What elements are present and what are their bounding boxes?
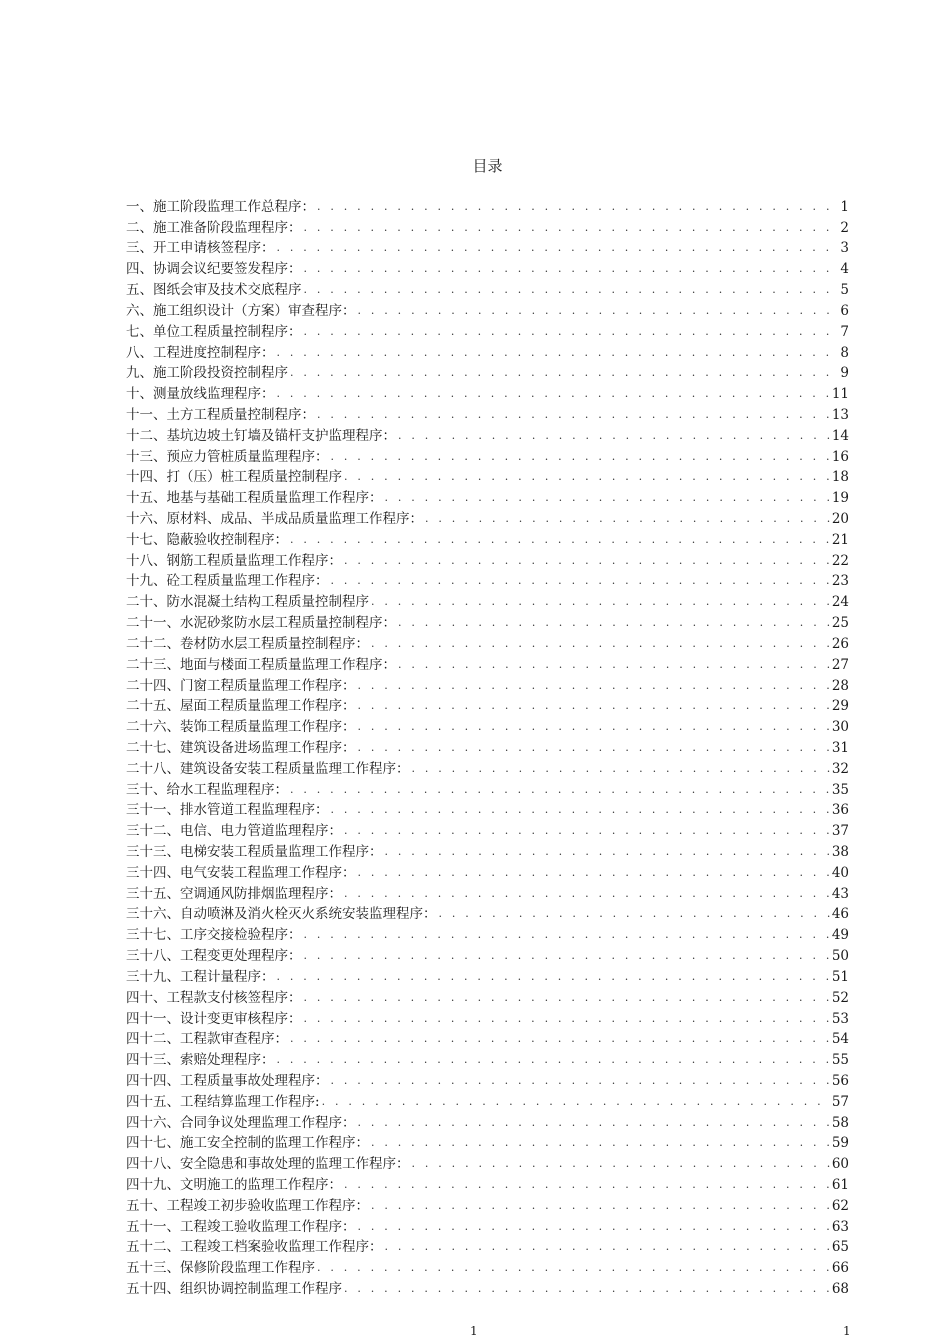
toc-leader-dots — [385, 488, 830, 508]
toc-entry-page: 53 — [831, 1010, 849, 1027]
toc-leader-dots — [304, 946, 830, 966]
toc-entry-page: 29 — [831, 698, 849, 715]
toc-entry-label: 十五、地基与基础工程质量监理工作程序： — [126, 490, 383, 507]
toc-entry-label: 二十八、建筑设备安装工程质量监理工作程序： — [126, 760, 410, 777]
toc-entry-label: 二十五、屋面工程质量监理工作程序： — [126, 698, 356, 715]
toc-leader-dots — [385, 842, 830, 862]
toc-leader-dots — [344, 884, 830, 904]
toc-entry[interactable] — [126, 1091, 849, 1112]
toc-entry-label: 二十四、门窗工程质量监理工作程序： — [126, 677, 356, 694]
toc-entry[interactable] — [126, 654, 849, 675]
toc-entry[interactable] — [126, 696, 849, 717]
toc-entry-label: 十八、钢筋工程质量监理工作程序： — [126, 552, 342, 569]
toc-entry-page: 9 — [840, 365, 849, 382]
toc-title: 目录 — [472, 157, 503, 175]
toc-entry-page: 1 — [840, 198, 849, 215]
toc-entry[interactable] — [126, 820, 849, 841]
toc-entry[interactable] — [126, 862, 849, 883]
toc-leader-dots — [371, 1196, 830, 1216]
toc-entry[interactable] — [126, 1278, 849, 1299]
toc-entry[interactable] — [126, 279, 849, 300]
toc-entry-label: 五十三、保修阶段监理工作程序 — [126, 1260, 315, 1277]
toc-entry[interactable] — [126, 675, 849, 696]
toc-entry-page: 54 — [831, 1031, 849, 1048]
toc-entry-label: 四十七、施工安全控制的监理工作程序： — [126, 1135, 369, 1152]
toc-entry-page: 19 — [831, 490, 849, 507]
toc-entry[interactable] — [126, 1195, 849, 1216]
toc-entry[interactable] — [126, 924, 849, 945]
toc-entry-page: 16 — [831, 448, 849, 465]
toc-entry[interactable] — [126, 945, 849, 966]
toc-entry[interactable] — [126, 1029, 849, 1050]
toc-leader-dots — [371, 592, 830, 612]
toc-leader-dots — [331, 1071, 830, 1091]
toc-entry-page: 3 — [840, 240, 849, 257]
toc-entry[interactable] — [126, 1133, 849, 1154]
toc-entry-page: 20 — [831, 511, 849, 527]
toc-leader-dots — [304, 1009, 830, 1029]
toc-entry-page: 32 — [831, 760, 849, 777]
toc-entry-label: 五十二、工程竣工档案验收监理工作程序： — [126, 1239, 383, 1256]
toc-entry-page: 22 — [831, 552, 849, 569]
toc-leader-dots — [290, 530, 830, 550]
toc-entry-page: 25 — [831, 615, 849, 632]
toc-entry-page: 7 — [840, 323, 849, 340]
toc-entry-page: 24 — [831, 594, 849, 611]
toc-entry[interactable] — [126, 633, 849, 654]
toc-entry[interactable] — [126, 383, 849, 404]
toc-leader-dots — [412, 759, 830, 779]
toc-entry-page: 31 — [831, 739, 849, 756]
toc-entry-label: 十四、打（压）桩工程质量控制程序 — [126, 469, 342, 486]
toc-leader-dots — [277, 238, 839, 258]
toc-entry-label: 十六、原材料、成品、半成品质量监理工作程序： — [126, 511, 423, 527]
page-number-right: 1 — [843, 1324, 851, 1338]
toc-leader-dots — [304, 259, 839, 279]
toc-entry[interactable] — [126, 258, 849, 279]
toc-leader-dots — [439, 904, 830, 924]
toc-entry-page: 61 — [831, 1177, 849, 1193]
toc-entry[interactable] — [126, 758, 849, 779]
toc-entry-page: 26 — [831, 635, 849, 652]
toc-entry-label: 二十六、装饰工程质量监理工作程序： — [126, 719, 356, 736]
toc-leader-dots — [371, 1133, 830, 1153]
toc-entry[interactable] — [126, 716, 849, 737]
toc-entry-label: 十七、隐蔽验收控制程序： — [126, 531, 288, 548]
toc-entry[interactable] — [126, 1153, 849, 1174]
toc-leader-dots — [331, 571, 830, 591]
toc-entry-page: 21 — [831, 531, 849, 548]
toc-entry-page: 52 — [831, 989, 849, 1006]
toc-leader-dots — [358, 696, 830, 716]
toc-leader-dots — [290, 1029, 830, 1049]
toc-entry-label: 二十七、建筑设备进场监理工作程序： — [126, 739, 356, 756]
toc-entry[interactable] — [126, 425, 849, 446]
toc-entry[interactable] — [126, 487, 849, 508]
toc-leader-dots — [398, 613, 830, 633]
toc-entry[interactable] — [126, 904, 849, 925]
toc-leader-dots — [344, 467, 830, 487]
toc-entry-label: 十九、砼工程质量监理工作程序： — [126, 573, 329, 590]
toc-leader-dots — [344, 1175, 830, 1195]
toc-leader-dots — [290, 363, 838, 383]
toc-entry-label: 三十七、工序交接检验程序： — [126, 927, 302, 944]
toc-entry-label: 四十、工程款支付核签程序： — [126, 989, 302, 1006]
toc-entry-label: 三十四、电气安装工程监理工作程序： — [126, 864, 356, 881]
toc-entry-label: 四十八、安全隐患和事故处理的监理工作程序： — [126, 1156, 410, 1173]
toc-entry-label: 四、协调会议纪要签发程序： — [126, 261, 302, 278]
toc-entry-label: 八、工程进度控制程序： — [126, 344, 275, 361]
toc-entry-label: 四十一、设计变更审核程序： — [126, 1010, 302, 1027]
toc-leader-dots — [331, 800, 830, 820]
toc-entry-label: 四十五、工程结算监理工作程序: — [126, 1093, 320, 1110]
toc-leader-dots — [358, 676, 830, 696]
toc-entry[interactable] — [126, 404, 849, 425]
toc-entry-page: 18 — [831, 469, 849, 486]
toc-entry-page: 65 — [831, 1239, 849, 1256]
toc-leader-dots — [277, 967, 830, 987]
toc-entry-label: 四十二、工程款审查程序： — [126, 1031, 288, 1048]
toc-entry[interactable] — [126, 363, 849, 384]
toc-entry-page: 60 — [831, 1156, 849, 1173]
toc-entry[interactable] — [126, 508, 849, 529]
toc-leader-dots — [371, 634, 830, 654]
toc-entry[interactable] — [126, 196, 849, 217]
toc-entry-page: 63 — [831, 1218, 849, 1235]
toc-leader-dots — [322, 1092, 830, 1112]
toc-entry-page: 14 — [831, 427, 849, 444]
toc-leader-dots — [277, 343, 839, 363]
toc-entry-page: 6 — [840, 302, 849, 319]
toc-entry-label: 四十九、文明施工的监理工作程序： — [126, 1177, 342, 1193]
toc-entry-page: 49 — [831, 927, 849, 944]
toc-entry-page: 55 — [831, 1052, 849, 1069]
toc-leader-dots — [277, 1050, 830, 1070]
toc-entry-page: 56 — [831, 1072, 849, 1089]
toc-entry-label: 三十、给水工程监理程序： — [126, 781, 288, 798]
toc-entry-label: 三十八、工程变更处理程序： — [126, 948, 302, 965]
toc-leader-dots — [304, 280, 839, 300]
toc-entry[interactable] — [126, 571, 849, 592]
toc-entry[interactable] — [126, 779, 849, 800]
toc-entry-page: 13 — [831, 406, 849, 423]
toc-entry-page: 58 — [831, 1114, 849, 1131]
toc-entry[interactable] — [126, 1008, 849, 1029]
toc-entry-page: 35 — [831, 781, 849, 798]
toc-leader-dots — [398, 655, 830, 675]
toc-entry-label: 十一、土方工程质量控制程序： — [126, 406, 315, 423]
toc-entry-page: 37 — [831, 823, 849, 840]
toc-leader-dots — [304, 218, 839, 238]
toc-entry-page: 28 — [831, 677, 849, 694]
toc-entry-label: 五十、工程竣工初步验收监理工作程序： — [126, 1197, 369, 1214]
toc-leader-dots — [412, 1154, 830, 1174]
toc-entry-label: 十三、预应力管桩质量监理程序： — [126, 448, 329, 465]
toc-entry[interactable] — [126, 966, 849, 987]
toc-entry-page: 27 — [831, 656, 849, 673]
toc-entry-label: 四十六、合同争议处理监理工作程序： — [126, 1114, 356, 1131]
toc-leader-dots — [317, 1258, 830, 1278]
toc-entry-page: 2 — [840, 219, 849, 236]
toc-entry-label: 三十五、空调通风防排烟监理程序： — [126, 885, 342, 902]
toc-entry[interactable] — [126, 800, 849, 821]
toc-entry[interactable] — [126, 529, 849, 550]
toc-entry-label: 五、图纸会审及技术交底程序 — [126, 282, 302, 299]
toc-leader-dots — [358, 301, 839, 321]
table-of-contents — [126, 196, 849, 1299]
toc-entry-page: 59 — [831, 1135, 849, 1152]
toc-entry[interactable] — [126, 550, 849, 571]
toc-entry-page: 40 — [831, 864, 849, 881]
toc-entry-page: 11 — [831, 386, 849, 403]
toc-entry[interactable] — [126, 737, 849, 758]
toc-entry-label: 二十、防水混凝土结构工程质量控制程序 — [126, 594, 369, 611]
toc-leader-dots — [425, 509, 830, 529]
toc-entry-label: 二、施工准备阶段监理程序： — [126, 219, 302, 236]
toc-entry-label: 四十四、工程质量事故处理程序： — [126, 1072, 329, 1089]
toc-entry-label: 三十二、电信、电力管道监理程序： — [126, 823, 342, 840]
toc-entry[interactable] — [126, 841, 849, 862]
toc-entry-label: 四十三、索赔处理程序： — [126, 1052, 275, 1069]
toc-entry-label: 二十三、地面与楼面工程质量监理工作程序： — [126, 656, 396, 673]
toc-entry[interactable] — [126, 1174, 849, 1195]
toc-entry-page: 46 — [831, 906, 849, 923]
toc-entry-label: 二十二、卷材防水层工程质量控制程序： — [126, 635, 369, 652]
toc-entry[interactable] — [126, 883, 849, 904]
toc-leader-dots — [304, 322, 839, 342]
toc-entry-page: 57 — [831, 1093, 849, 1110]
toc-leader-dots — [358, 863, 830, 883]
toc-entry-page: 50 — [831, 948, 849, 965]
toc-leader-dots — [317, 197, 838, 217]
toc-entry[interactable] — [126, 238, 849, 259]
toc-entry[interactable] — [126, 446, 849, 467]
toc-entry[interactable] — [126, 300, 849, 321]
toc-entry-page: 51 — [831, 968, 849, 985]
toc-leader-dots — [290, 780, 830, 800]
toc-entry[interactable] — [126, 1112, 849, 1133]
toc-leader-dots — [331, 447, 830, 467]
toc-entry[interactable] — [126, 1070, 849, 1091]
toc-entry-page: 36 — [831, 802, 849, 819]
toc-entry[interactable] — [126, 321, 849, 342]
toc-entry[interactable] — [126, 1049, 849, 1070]
toc-entry-label: 三十一、排水管道工程监理程序： — [126, 802, 329, 819]
toc-entry-label: 九、施工阶段投资控制程序 — [126, 365, 288, 382]
toc-entry-label: 六、施工组织设计（方案）审查程序： — [126, 302, 356, 319]
toc-leader-dots — [277, 384, 830, 404]
toc-entry-label: 三十三、电梯安装工程质量监理工作程序： — [126, 844, 383, 860]
toc-leader-dots — [358, 1217, 830, 1237]
toc-entry-page: 38 — [831, 844, 849, 860]
toc-entry-label: 十二、基坑边坡土钉墙及锚杆支护监理程序： — [126, 427, 396, 444]
page-number-center: 1 — [470, 1324, 478, 1338]
toc-entry[interactable] — [126, 591, 849, 612]
toc-entry-page: 30 — [831, 719, 849, 736]
toc-entry[interactable] — [126, 467, 849, 488]
toc-leader-dots — [344, 551, 830, 571]
toc-entry-page: 66 — [831, 1260, 849, 1277]
toc-leader-dots — [398, 426, 830, 446]
toc-entry[interactable] — [126, 1237, 849, 1258]
toc-entry-page: 8 — [840, 344, 849, 361]
toc-entry-label: 三、开工申请核签程序： — [126, 240, 275, 257]
toc-entry-label: 十、测量放线监理程序： — [126, 386, 275, 403]
toc-entry-page: 68 — [831, 1281, 849, 1298]
toc-entry-label: 七、单位工程质量控制程序： — [126, 323, 302, 340]
toc-leader-dots — [304, 988, 830, 1008]
toc-leader-dots — [358, 1113, 830, 1133]
toc-entry[interactable] — [126, 217, 849, 238]
toc-entry-page: 4 — [840, 261, 849, 278]
toc-leader-dots — [344, 821, 830, 841]
toc-leader-dots — [304, 925, 830, 945]
toc-entry-label: 五十四、组织协调控制监理工作程序 — [126, 1281, 342, 1298]
toc-entry[interactable] — [126, 1257, 849, 1278]
toc-entry-label: 三十六、自动喷淋及消火栓灭火系统安装监理程序： — [126, 906, 437, 923]
toc-entry[interactable] — [126, 342, 849, 363]
toc-entry-page: 5 — [840, 282, 849, 299]
toc-leader-dots — [358, 717, 830, 737]
toc-entry-label: 二十一、水泥砂浆防水层工程质量控制程序： — [126, 615, 396, 632]
toc-leader-dots — [358, 738, 830, 758]
toc-entry[interactable] — [126, 612, 849, 633]
toc-leader-dots — [344, 1279, 830, 1299]
toc-entry-page: 43 — [831, 885, 849, 902]
toc-entry[interactable] — [126, 987, 849, 1008]
toc-leader-dots — [385, 1237, 830, 1257]
toc-entry-label: 三十九、工程计量程序： — [126, 968, 275, 985]
toc-leader-dots — [317, 405, 830, 425]
toc-entry-label: 五十一、工程竣工验收监理工作程序： — [126, 1218, 356, 1235]
toc-entry-page: 62 — [831, 1197, 849, 1214]
toc-entry[interactable] — [126, 1216, 849, 1237]
toc-entry-page: 23 — [831, 573, 849, 590]
toc-entry-label: 一、施工阶段监理工作总程序： — [126, 198, 315, 215]
